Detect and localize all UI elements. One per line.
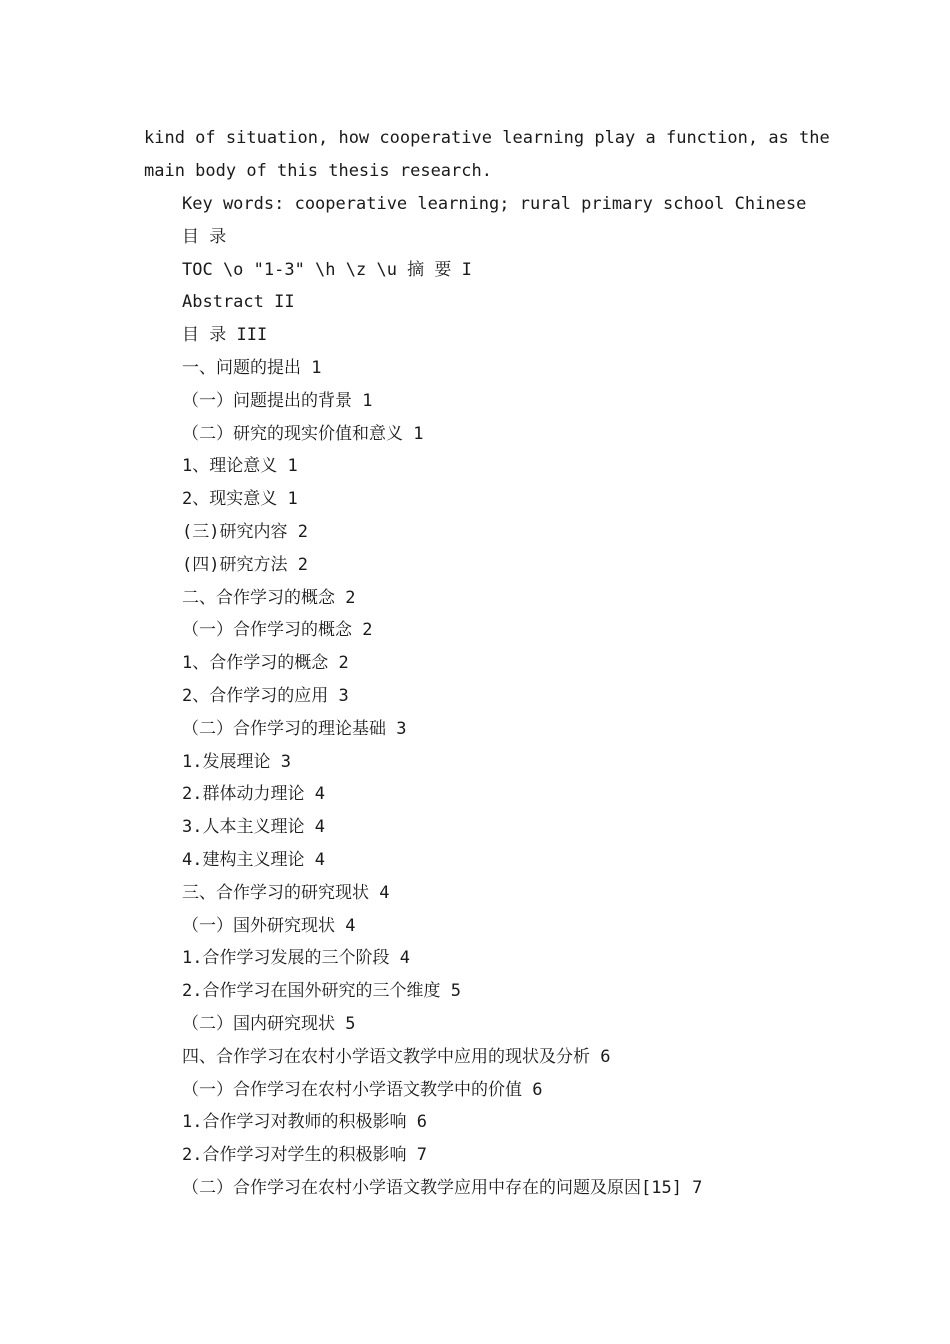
paragraph-line: kind of situation, how cooperative learning play a function, as the (144, 128, 830, 148)
toc-entry[interactable]: （二）合作学习的理论基础 3 (182, 718, 407, 739)
toc-entry[interactable]: 2、合作学习的应用 3 (182, 685, 349, 706)
toc-heading: 目 录 (182, 226, 227, 247)
toc-entry[interactable]: 1.发展理论 3 (182, 751, 291, 772)
toc-entry[interactable]: （二）国内研究现状 5 (182, 1013, 356, 1034)
toc-entry[interactable]: 二、合作学习的概念 2 (182, 587, 356, 608)
toc-entry[interactable]: （一）合作学习的概念 2 (182, 620, 373, 641)
toc-entry[interactable]: 2、现实意义 1 (182, 489, 298, 510)
abstract-paragraph (144, 122, 830, 188)
toc-entry[interactable]: 一、问题的提出 1 (182, 357, 322, 378)
toc-entry[interactable]: 1、理论意义 1 (182, 456, 298, 477)
keywords-line: Key words: cooperative learning; rural primary school Chinese (182, 194, 807, 214)
toc-entry[interactable]: Abstract II (182, 292, 295, 313)
toc-entry[interactable]: 2.合作学习在国外研究的三个维度 5 (182, 981, 461, 1002)
toc-entry[interactable]: 目 录 III (182, 325, 268, 346)
toc-entry[interactable]: （二）合作学习在农村小学语文教学应用中存在的问题及原因[15] 7 (182, 1177, 703, 1198)
toc-entry[interactable]: 1.合作学习对教师的积极影响 6 (182, 1112, 427, 1133)
toc-entry[interactable]: （一）问题提出的背景 1 (182, 390, 373, 411)
table-of-contents (182, 188, 806, 1205)
toc-entry[interactable]: 4.建构主义理论 4 (182, 849, 325, 870)
toc-entry[interactable]: 三、合作学习的研究现状 4 (182, 882, 390, 903)
toc-entry[interactable]: 3.人本主义理论 4 (182, 817, 325, 838)
toc-entry[interactable]: 1.合作学习发展的三个阶段 4 (182, 948, 410, 969)
toc-entry[interactable]: (三)研究内容 2 (182, 521, 308, 542)
paragraph-line: main body of this thesis research. (144, 161, 492, 181)
toc-entry[interactable]: 四、合作学习在农村小学语文教学中应用的现状及分析 6 (182, 1046, 611, 1067)
toc-entry[interactable]: (四)研究方法 2 (182, 554, 308, 575)
toc-field-code: TOC \o "1-3" \h \z \u 摘 要 I (182, 259, 472, 280)
toc-entry[interactable]: 2.合作学习对学生的积极影响 7 (182, 1145, 427, 1166)
toc-entry[interactable]: 1、合作学习的概念 2 (182, 653, 349, 674)
toc-entry[interactable]: （一）合作学习在农村小学语文教学中的价值 6 (182, 1079, 543, 1100)
toc-entry[interactable]: （一）国外研究现状 4 (182, 915, 356, 936)
toc-entry[interactable]: 2.群体动力理论 4 (182, 784, 325, 805)
toc-entry[interactable]: （二）研究的现实价值和意义 1 (182, 423, 424, 444)
